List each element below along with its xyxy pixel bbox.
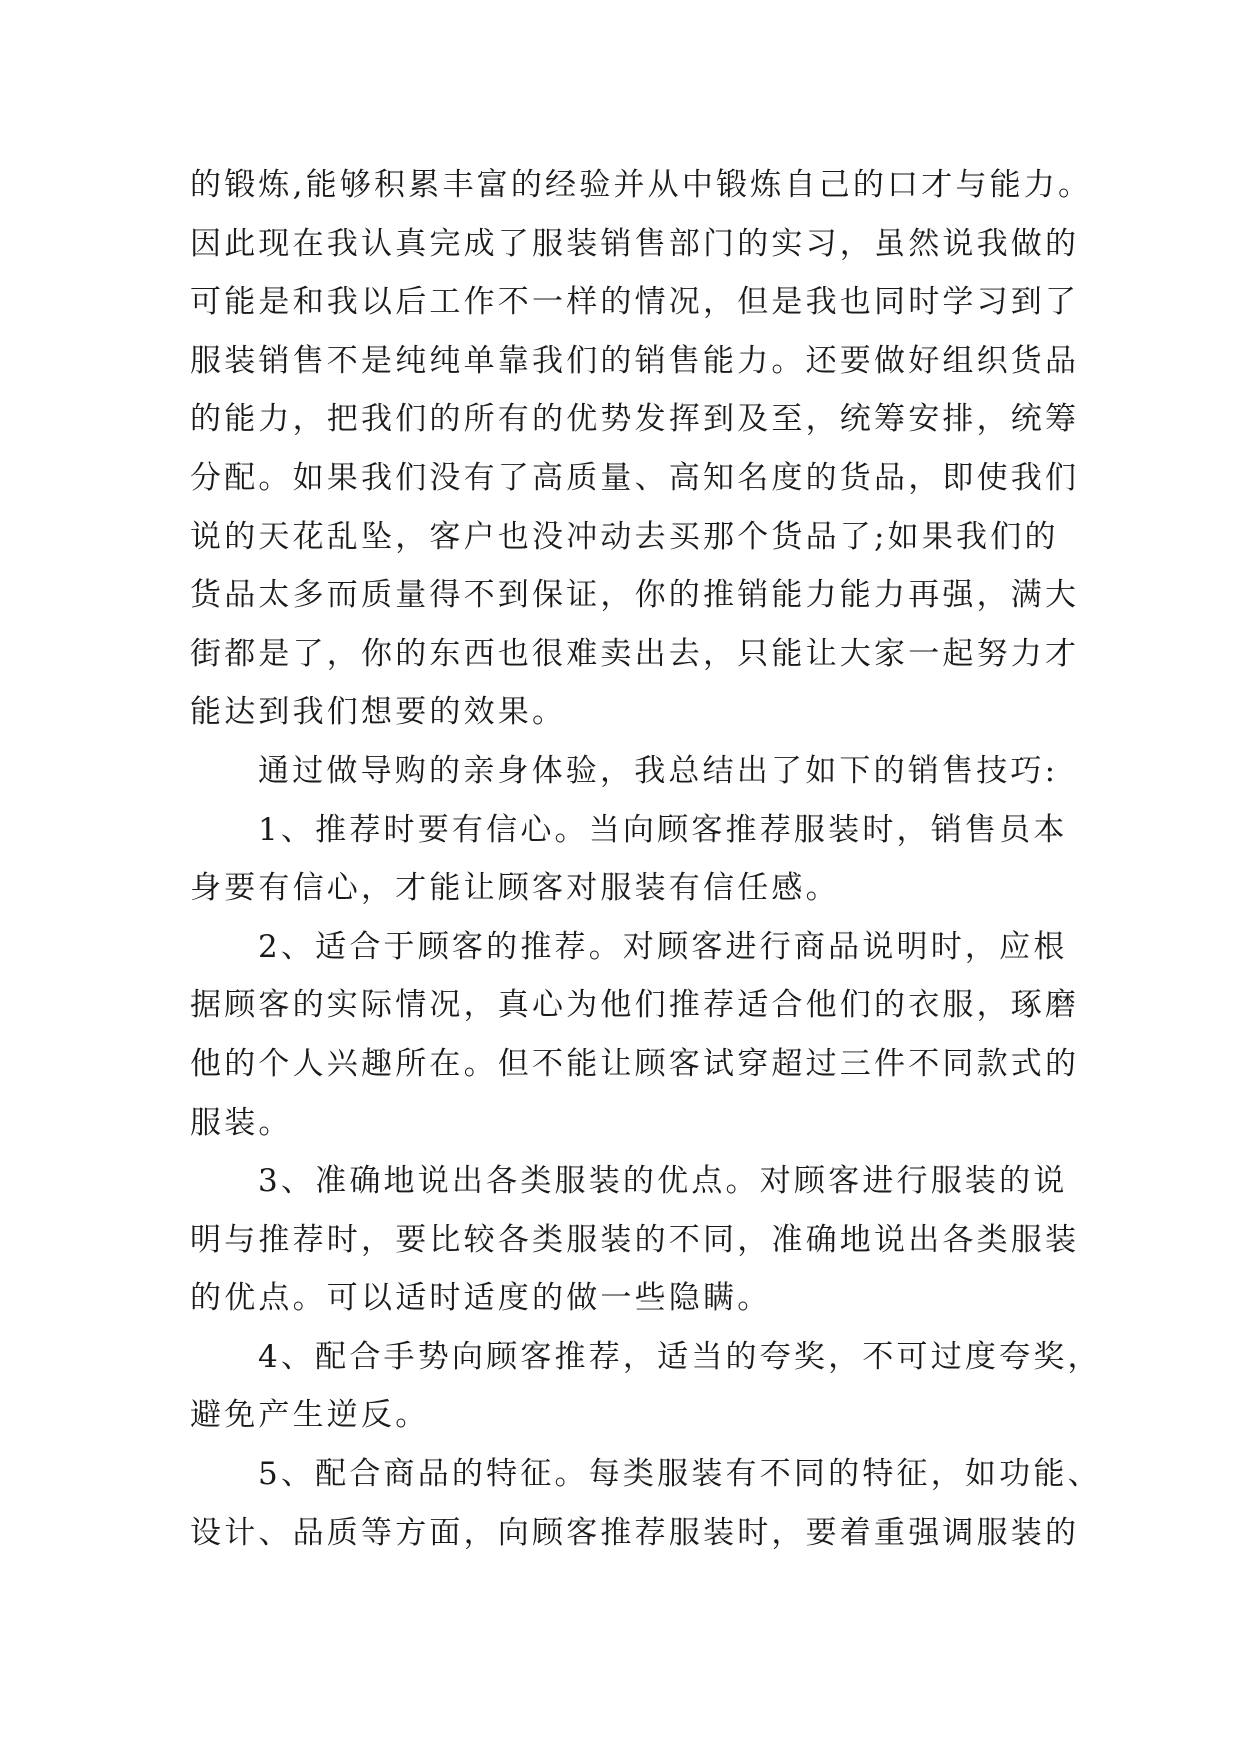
text-line: 服装销售不是纯纯单靠我们的销售能力。还要做好组织货品 xyxy=(190,342,1080,379)
text-line: 他的个人兴趣所在。但不能让顾客试穿超过三件不同款式的 xyxy=(190,1045,1080,1082)
text-line: 能达到我们想要的效果。 xyxy=(190,694,567,731)
text-line: 说的天花乱坠，客户也没冲动去买那个货品了;如果我们的 xyxy=(190,518,1059,555)
text-line: 的能力，把我们的所有的优势发挥到及至，统筹安排，统筹 xyxy=(190,401,1080,438)
text-line: 明与推荐时，要比较各类服装的不同，准确地说出各类服装 xyxy=(190,1221,1080,1258)
text-line: 5、配合商品的特征。每类服装有不同的特征，如功能、 xyxy=(258,1456,1102,1493)
text-line: 的优点。可以适时适度的做一些隐瞒。 xyxy=(190,1280,772,1317)
text-line: 可能是和我以后工作不一样的情况，但是我也同时学习到了 xyxy=(190,284,1080,321)
text-line: 2、适合于顾客的推荐。对顾客进行商品说明时，应根 xyxy=(258,928,1068,965)
text-line: 1、推荐时要有信心。当向顾客推荐服装时，销售员本 xyxy=(258,811,1068,848)
text-line: 街都是了，你的东西也很难卖出去，只能让大家一起努力才 xyxy=(190,635,1080,672)
text-line: 避免产生逆反。 xyxy=(190,1397,430,1434)
text-line: 3、准确地说出各类服装的优点。对顾客进行服装的说 xyxy=(258,1163,1068,1200)
text-line: 身要有信心，才能让顾客对服装有信任感。 xyxy=(190,870,840,907)
text-line: 的锻炼,能够积累丰富的经验并从中锻炼自己的口才与能力。 xyxy=(190,167,1093,203)
text-line: 服装。 xyxy=(190,1104,293,1141)
body-text xyxy=(190,156,1102,1562)
text-line: 分配。如果我们没有了高质量、高知名度的货品，即使我们 xyxy=(190,459,1080,496)
text-line: 据顾客的实际情况，真心为他们推荐适合他们的衣服，琢磨 xyxy=(190,987,1080,1024)
text-line: 通过做导购的亲身体验，我总结出了如下的销售技巧: xyxy=(258,752,1059,789)
text-line: 设计、品质等方面，向顾客推荐服装时，要着重强调服装的 xyxy=(190,1514,1080,1551)
text-line: 货品太多而质量得不到保证，你的推销能力能力再强，满大 xyxy=(190,577,1080,614)
text-line: 4、配合手势向顾客推荐，适当的夸奖，不可过度夸奖， xyxy=(258,1338,1102,1375)
text-line: 因此现在我认真完成了服装销售部门的实习，虽然说我做的 xyxy=(190,225,1080,262)
